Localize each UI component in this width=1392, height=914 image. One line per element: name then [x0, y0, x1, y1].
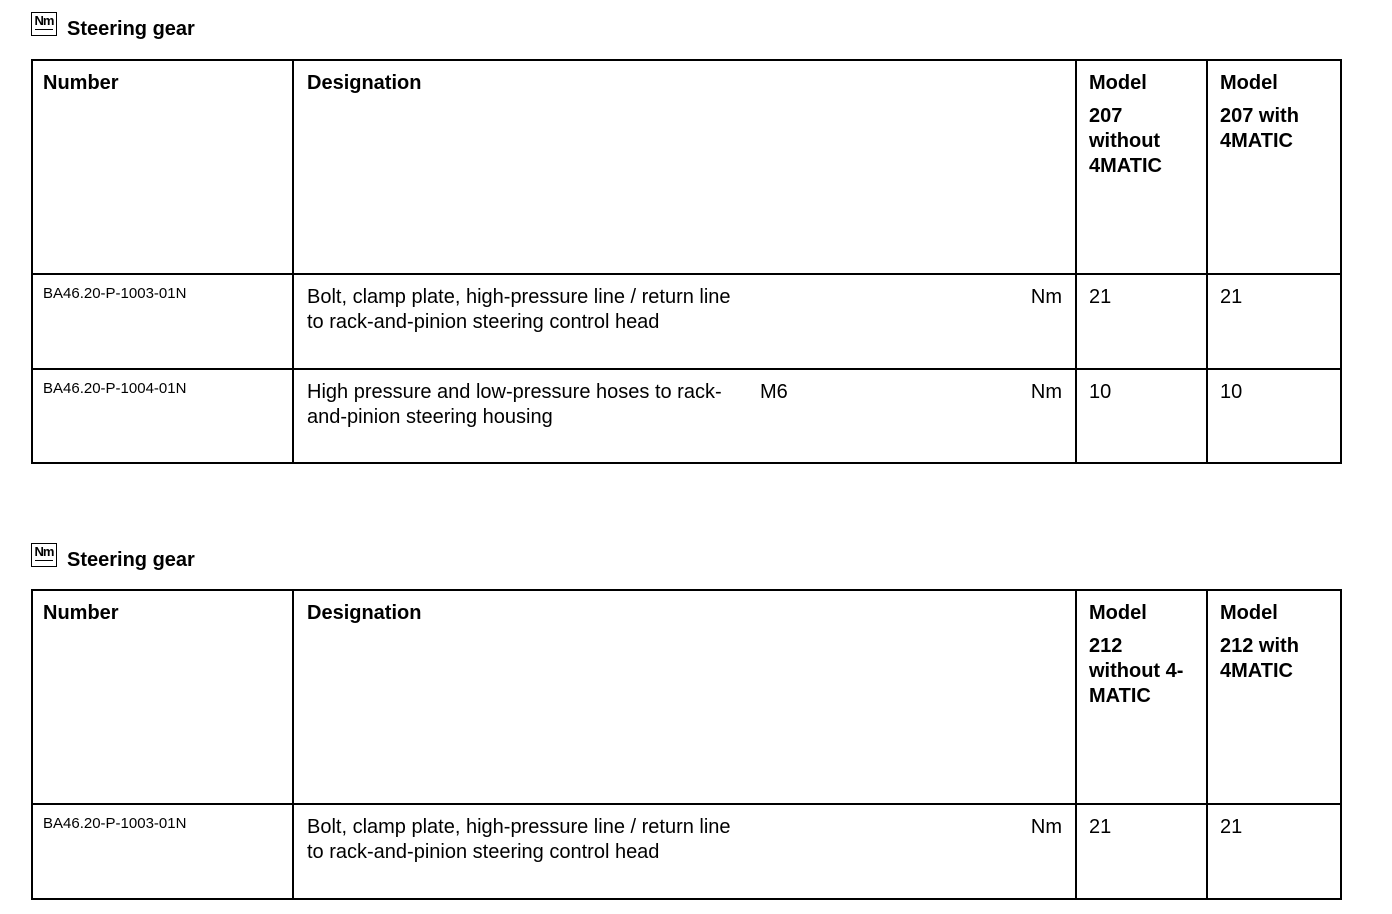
header-model-a-variant: 212 without 4-MATIC: [1089, 635, 1184, 707]
section-title: Steering gear: [67, 18, 195, 40]
header-number: Number: [32, 60, 293, 274]
header-model-b-variant: 212 with 4MATIC: [1220, 635, 1299, 682]
table-row: [32, 274, 1341, 369]
row-thread-size: M6: [760, 381, 788, 403]
table-header-row: [32, 590, 1341, 804]
header-designation: Designation: [293, 60, 1076, 274]
header-designation: Designation: [293, 590, 1076, 804]
torque-table: [31, 59, 1342, 464]
row-unit: Nm: [1030, 286, 1062, 308]
header-model-a-label: Model: [1089, 602, 1147, 624]
row-number: BA46.20-P-1003-01N: [32, 274, 293, 369]
header-model-b-label: Model: [1220, 72, 1278, 94]
torque-nm-icon: Nm: [31, 543, 57, 567]
table-row: [32, 369, 1341, 463]
header-model-a: [1076, 590, 1207, 804]
row-unit: Nm: [1030, 816, 1062, 838]
row-value-model-b: 21: [1207, 804, 1341, 899]
row-designation-cell: [293, 804, 1076, 899]
row-value-model-a: 10: [1076, 369, 1207, 463]
torque-table: [31, 589, 1342, 900]
row-number: BA46.20-P-1004-01N: [32, 369, 293, 463]
row-designation-cell: [293, 369, 1076, 463]
row-value-model-b: 10: [1207, 369, 1341, 463]
header-model-b: [1207, 60, 1341, 274]
row-value-model-b: 21: [1207, 274, 1341, 369]
header-model-b-label: Model: [1220, 602, 1278, 624]
header-model-a: [1076, 60, 1207, 274]
row-designation: Bolt, clamp plate, high-pressure line / return line to rack-and-pinion steering control head: [307, 286, 731, 333]
row-unit: Nm: [1030, 381, 1062, 403]
header-model-b: [1207, 590, 1341, 804]
row-designation-cell: [293, 274, 1076, 369]
header-number: Number: [32, 590, 293, 804]
header-model-a-variant: 207 without 4MATIC: [1089, 105, 1162, 177]
header-model-b-variant: 207 with 4MATIC: [1220, 105, 1299, 152]
section-title: Steering gear: [67, 549, 195, 571]
table-row: [32, 804, 1341, 899]
row-value-model-a: 21: [1076, 804, 1207, 899]
row-designation: Bolt, clamp plate, high-pressure line / return line to rack-and-pinion steering control head: [307, 816, 731, 863]
row-number: BA46.20-P-1003-01N: [32, 804, 293, 899]
table-header-row: [32, 60, 1341, 274]
row-value-model-a: 21: [1076, 274, 1207, 369]
torque-nm-icon: Nm: [31, 12, 57, 36]
header-model-a-label: Model: [1089, 72, 1147, 94]
row-designation: High pressure and low-pressure hoses to rack-and-pinion steering housing: [307, 381, 722, 428]
